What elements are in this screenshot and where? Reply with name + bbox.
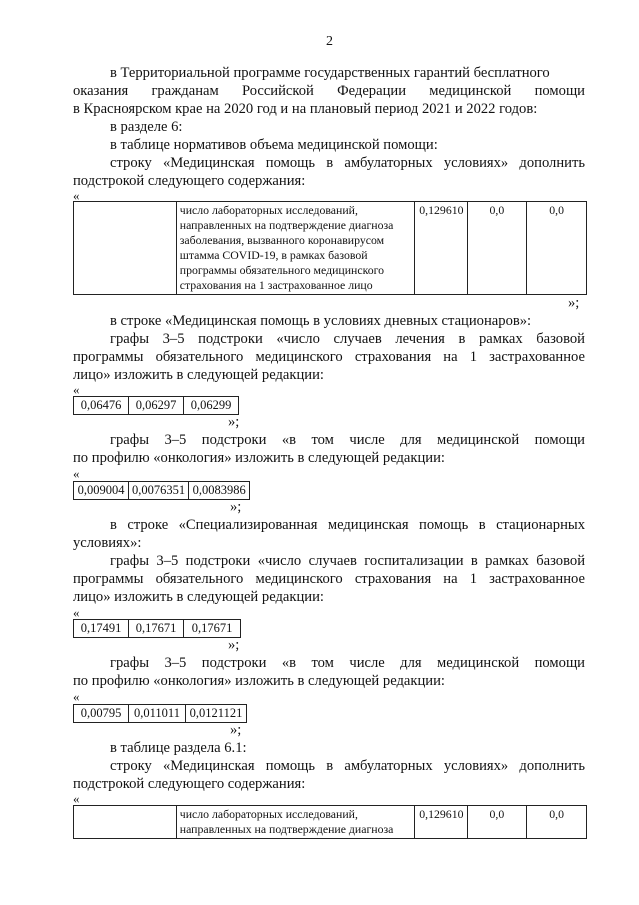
values-table-hospital <box>73 619 241 638</box>
close-semicolon-4: »; <box>228 637 240 653</box>
value-2022: 0,0 <box>527 806 587 839</box>
row-day-heading: в строке «Медицинская помощь в условиях дневных стационаров»: <box>110 313 532 329</box>
value-2022: 0,0 <box>527 202 587 295</box>
table-row <box>74 397 239 415</box>
value-2022: 0,0121121 <box>186 705 247 723</box>
row-amb-line-2: подстрокой следующего содержания: <box>73 173 306 189</box>
row-amb-line-1: строку «Медицинская помощь в амбулаторных условиях» дополнить <box>110 155 585 171</box>
graphs-hosp-line-3: лицо» изложить в следующей редакции: <box>73 589 324 605</box>
value-2021: 0,0076351 <box>129 482 189 500</box>
values-table-oncology-2 <box>73 704 247 723</box>
table-row <box>74 705 247 723</box>
intro-line-2: оказания гражданам Российской Федерации медицинской помощи <box>73 83 585 99</box>
supplement-table-1 <box>73 201 587 295</box>
graphs-hosp-line-2: программы обязательного медицинского страхования на 1 застрахованное <box>73 571 585 587</box>
close-semicolon-1: »; <box>568 295 580 311</box>
open-quote-6: « <box>73 791 80 806</box>
close-semicolon-5: »; <box>230 722 242 738</box>
value-2021: 0,17671 <box>129 620 184 638</box>
section-6-1-heading: в таблице раздела 6.1: <box>110 740 247 756</box>
close-semicolon-2: »; <box>228 414 240 430</box>
value-2020: 0,129610 <box>414 806 467 839</box>
open-quote-3: « <box>73 466 80 481</box>
open-quote-2: « <box>73 382 80 397</box>
values-table-day <box>73 396 239 415</box>
desc-line: страхования на 1 застрахованное лицо <box>179 278 373 292</box>
close-semicolon-3: »; <box>230 499 242 515</box>
table-row <box>74 202 587 295</box>
value-2020: 0,00795 <box>74 705 129 723</box>
value-2022: 0,17671 <box>184 620 241 638</box>
table-norms-text: в таблице нормативов объема медицинской помощи: <box>110 137 438 153</box>
graphs-onc2-line-2: по профилю «онкология» изложить в следующей редакции: <box>73 673 445 689</box>
desc-line: заболевания, вызванного коронавирусом <box>179 233 385 247</box>
value-2020: 0,17491 <box>74 620 129 638</box>
description-cell <box>176 806 414 839</box>
desc-line: направленных на подтверждение диагноза <box>179 218 394 232</box>
desc-line: штамма COVID-19, в рамках базовой <box>179 248 368 262</box>
graphs-day-line-1: графы 3–5 подстроки «число случаев лечения в рамках базовой <box>110 331 585 347</box>
supplement-table-2 <box>73 805 587 839</box>
desc-line: направленных на подтверждение диагноза <box>179 822 394 836</box>
desc-line: программы обязательного медицинского <box>179 263 385 277</box>
graphs-onc1-line-2: по профилю «онкология» изложить в следующей редакции: <box>73 450 445 466</box>
value-2021: 0,0 <box>467 202 527 295</box>
table-row <box>74 620 241 638</box>
graphs-hosp-line-1: графы 3–5 подстроки «число случаев госпитализации в рамках базовой <box>110 553 585 569</box>
table-row <box>74 482 250 500</box>
row-amb2-line-1: строку «Медицинская помощь в амбулаторных условиях» дополнить <box>110 758 585 774</box>
graphs-day-line-3: лицо» изложить в следующей редакции: <box>73 367 324 383</box>
desc-line: число лабораторных исследований, <box>179 807 358 821</box>
value-2022: 0,0083986 <box>189 482 250 500</box>
description-cell <box>176 202 414 295</box>
open-quote-4: « <box>73 605 80 620</box>
value-2022: 0,06299 <box>184 397 239 415</box>
empty-cell <box>74 202 177 295</box>
table-row <box>74 806 587 839</box>
value-2021: 0,011011 <box>129 705 186 723</box>
section-6-heading: в разделе 6: <box>110 119 183 135</box>
open-quote-1: « <box>73 188 80 203</box>
row-amb2-line-2: подстрокой следующего содержания: <box>73 776 306 792</box>
row-spec-line-2: условиях»: <box>73 535 142 551</box>
value-2020: 0,009004 <box>74 482 129 500</box>
value-2021: 0,06297 <box>129 397 184 415</box>
value-2020: 0,06476 <box>74 397 129 415</box>
open-quote-5: « <box>73 689 80 704</box>
value-2021: 0,0 <box>467 806 527 839</box>
page-number: 2 <box>326 34 333 49</box>
graphs-onc2-line-1: графы 3–5 подстроки «в том числе для медицинской помощи <box>110 655 585 671</box>
desc-line: число лабораторных исследований, <box>179 203 358 217</box>
intro-line-3: в Красноярском крае на 2020 год и на плановый период 2021 и 2022 годов: <box>73 101 538 117</box>
graphs-day-line-2: программы обязательного медицинского страхования на 1 застрахованное <box>73 349 585 365</box>
intro-line-1: в Территориальной программе государственных гарантий бесплатного <box>110 65 550 81</box>
graphs-onc1-line-1: графы 3–5 подстроки «в том числе для медицинской помощи <box>110 432 585 448</box>
value-2020: 0,129610 <box>414 202 467 295</box>
values-table-oncology-1 <box>73 481 250 500</box>
row-spec-line-1: в строке «Специализированная медицинская помощь в стационарных <box>110 517 585 533</box>
empty-cell <box>74 806 177 839</box>
